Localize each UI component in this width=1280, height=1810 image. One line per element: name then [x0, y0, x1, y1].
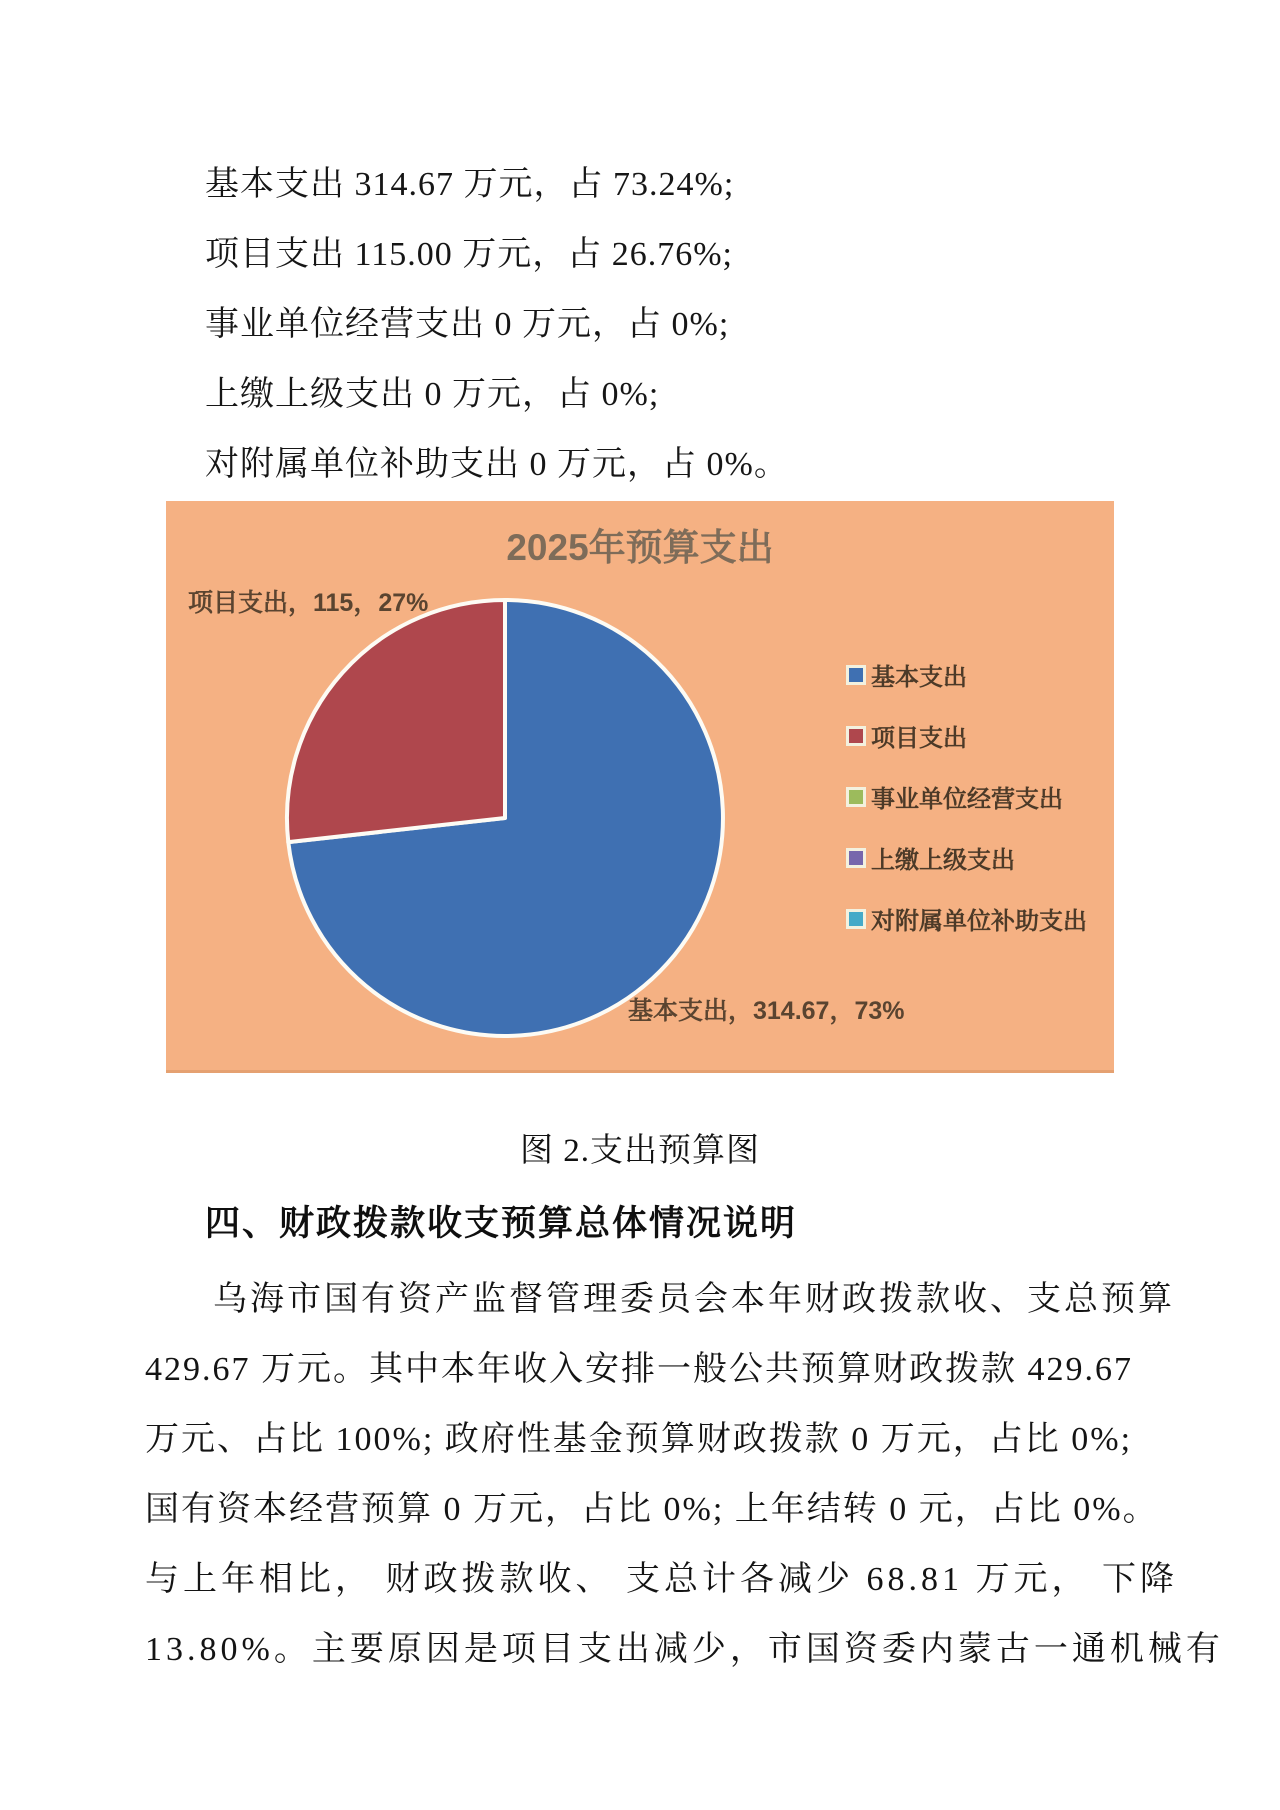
- legend-label-project: 项目支出: [871, 725, 967, 752]
- chart-legend: [846, 657, 1087, 936]
- chart-title: 2025年预算支出: [506, 527, 774, 568]
- legend-item-basic: [846, 657, 1087, 692]
- expense-summary-list: [205, 150, 789, 500]
- legend-item-project: [846, 718, 1087, 753]
- pie-slice-1: [287, 600, 505, 842]
- legend-item-upper-level: [846, 840, 1087, 875]
- legend-swatch-basic: [846, 665, 866, 685]
- legend-label-subsidy: 对附属单位补助支出: [871, 908, 1087, 935]
- expense-line-subsidy: 对附属单位补助支出 0 万元，占 0%。: [205, 446, 789, 483]
- paragraph-line: 万元、占比 100%; 政府性基金预算财政拨款 0 万元，占比 0%;: [145, 1421, 1133, 1458]
- budget-expense-pie-chart: [166, 501, 1114, 1073]
- paragraph-line: 国有资本经营预算 0 万元，占比 0%; 上年结转 0 元，占比 0%。: [145, 1491, 1159, 1528]
- legend-swatch-upper-level: [846, 848, 866, 868]
- paragraph-line: 13.80%。主要原因是项目支出减少，市国资委内蒙古一通机械有: [145, 1631, 1224, 1668]
- legend-label-operating: 事业单位经营支出: [871, 786, 1063, 813]
- legend-swatch-operating: [846, 787, 866, 807]
- legend-label-basic: 基本支出: [871, 664, 967, 691]
- paragraph-line: 429.67 万元。其中本年收入安排一般公共预算财政拨款 429.67: [145, 1351, 1133, 1388]
- paragraph-line: 乌海市国有资产监督管理委员会本年财政拨款收、支总预算: [213, 1281, 1175, 1318]
- body-paragraph: [145, 1265, 1224, 1685]
- pie-data-label-project: 项目支出，115，27%: [188, 589, 429, 617]
- figure-caption: 图 2.支出预算图: [520, 1133, 760, 1169]
- expense-line-upper-level: 上缴上级支出 0 万元，占 0%;: [205, 376, 660, 413]
- section-heading: 四、财政拨款收支预算总体情况说明: [205, 1204, 798, 1243]
- expense-line-basic: 基本支出 314.67 万元，占 73.24%;: [205, 166, 735, 203]
- expense-line-project: 项目支出 115.00 万元，占 26.76%;: [205, 236, 734, 273]
- legend-item-operating: [846, 779, 1087, 814]
- legend-swatch-subsidy: [846, 909, 866, 929]
- paragraph-line: 与上年相比， 财政拨款收、 支总计各减少 68.81 万元， 下降: [145, 1561, 1178, 1598]
- expense-line-operating: 事业单位经营支出 0 万元，占 0%;: [205, 306, 730, 343]
- legend-swatch-project: [846, 726, 866, 746]
- pie-data-label-basic: 基本支出，314.67，73%: [628, 997, 905, 1025]
- legend-label-upper-level: 上缴上级支出: [871, 847, 1015, 874]
- legend-item-subsidy: [846, 901, 1087, 936]
